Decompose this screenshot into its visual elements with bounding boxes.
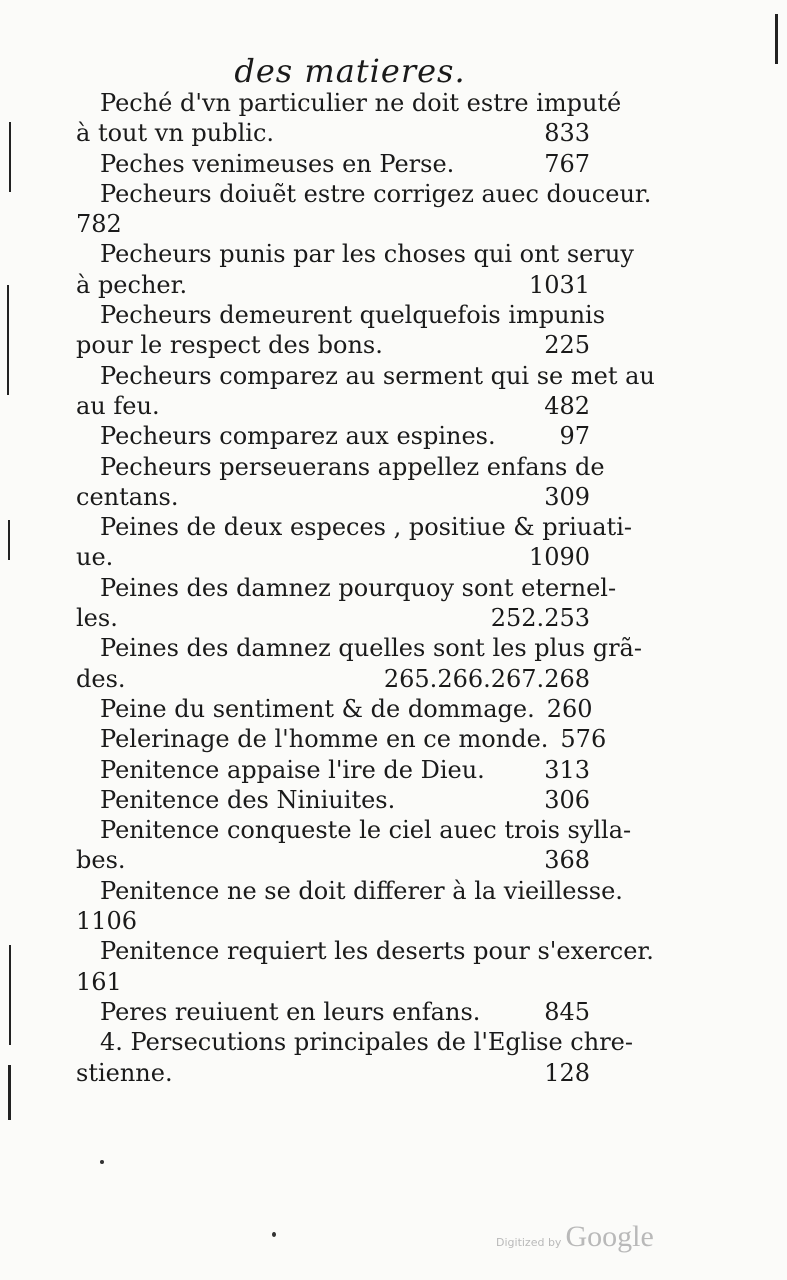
entry-text: Pecheurs punis par les choses qui ont seruy xyxy=(100,240,634,269)
entry-text: à tout vn public. xyxy=(76,119,275,148)
entry-line xyxy=(76,906,590,936)
entry-text: Penitence des Niniuites. xyxy=(100,785,396,814)
page-header: des matieres. xyxy=(234,52,466,90)
entry-text: Peché d'vn particulier ne doit estre imputé xyxy=(100,89,622,117)
ink-speck xyxy=(272,1232,276,1237)
page-number: 265.266.267.268 xyxy=(383,664,590,693)
entry-line xyxy=(76,603,590,633)
entry-text: Penitence appaise l'ire de Dieu. xyxy=(100,755,485,784)
entry-line xyxy=(76,421,590,451)
entry-text: Peine du sentiment & de dommage. xyxy=(100,694,535,723)
entry-text: Penitence requiert les deserts pour s'exercer. xyxy=(100,937,654,966)
index-entry xyxy=(76,815,632,876)
entry-text: Peches venimeuses en Perse. xyxy=(100,149,455,178)
entry-text: Peres reuiuent en leurs enfans. xyxy=(100,997,481,1026)
entry-text: Peines de deux especes , positiue & priuati- xyxy=(100,513,632,542)
entry-line xyxy=(76,452,605,482)
entry-line xyxy=(76,755,590,785)
entry-line xyxy=(76,512,632,542)
entry-text: Penitence conqueste le ciel auec trois sylla- xyxy=(100,816,632,845)
entry-line xyxy=(76,1058,590,1088)
entry-line xyxy=(76,239,634,269)
scan-edge-mark-left-2 xyxy=(7,285,9,395)
entry-text: Peines des damnez quelles sont les plus grã- xyxy=(100,634,642,663)
entry-line xyxy=(76,876,623,906)
entry-text: Pecheurs demeurent quelquefois impunis xyxy=(100,301,606,330)
index-entry xyxy=(76,573,617,634)
entry-line xyxy=(76,573,617,603)
entry-line xyxy=(76,694,593,724)
entry-line xyxy=(76,482,590,512)
entry-line xyxy=(76,542,590,572)
page-number: 260 xyxy=(546,694,593,723)
entry-line xyxy=(76,209,590,239)
page-number: 252.253 xyxy=(490,604,590,633)
index-entry xyxy=(76,300,606,361)
entry-line xyxy=(76,997,590,1027)
index-entry xyxy=(76,755,590,785)
entry-line xyxy=(76,118,590,148)
scan-edge-mark-left-5 xyxy=(8,1065,11,1120)
entry-text: Pecheurs comparez aux espines. xyxy=(100,422,496,451)
page-number: 1090 xyxy=(528,543,590,572)
page-number: 97 xyxy=(559,422,590,451)
entry-line xyxy=(76,300,606,330)
entry-line xyxy=(76,391,590,421)
page-number: 309 xyxy=(544,482,590,511)
entry-line xyxy=(76,270,590,300)
index-entry xyxy=(76,239,634,300)
entry-text: Pecheurs perseuerans appellez enfans de xyxy=(100,452,605,481)
entry-text: Pecheurs doiuẽt estre corrigez auec douceur. xyxy=(100,179,652,208)
entry-text: centans. xyxy=(76,482,179,511)
index-entry xyxy=(76,88,622,149)
entry-text: pour le respect des bons. xyxy=(76,331,383,360)
scan-edge-mark-top-right xyxy=(775,14,778,64)
index-entry xyxy=(76,936,654,997)
entry-text: ue. xyxy=(76,543,114,572)
index-entry xyxy=(76,633,642,694)
index-entry xyxy=(76,421,590,451)
watermark-prefix: Digitized by xyxy=(496,1236,562,1249)
entry-text: Pecheurs comparez au serment qui se met au xyxy=(100,361,655,390)
entry-line xyxy=(76,845,590,875)
entry-text: les. xyxy=(76,604,118,633)
index-entry xyxy=(76,452,605,513)
entry-line xyxy=(76,815,632,845)
index-entry xyxy=(76,694,593,724)
page-number: 576 xyxy=(560,725,607,754)
index-entry xyxy=(76,997,590,1027)
entry-line xyxy=(76,179,652,209)
page-number: 306 xyxy=(544,785,590,814)
page-number: 368 xyxy=(544,846,590,875)
entry-line xyxy=(76,361,655,391)
index-entry xyxy=(76,361,655,422)
page-number: 161 xyxy=(76,967,122,996)
page-number: 482 xyxy=(544,391,590,420)
entry-line xyxy=(76,149,590,179)
scan-edge-mark-left-4 xyxy=(9,945,11,1045)
entry-line xyxy=(76,633,642,663)
page-number: 313 xyxy=(544,755,590,784)
index-entry xyxy=(76,724,607,754)
entry-text: 4. Persecutions principales de l'Eglise chre- xyxy=(100,1028,633,1057)
entry-line xyxy=(76,967,590,997)
entry-line xyxy=(76,785,590,815)
index-entry xyxy=(76,512,632,573)
entry-text: au feu. xyxy=(76,391,160,420)
page-number: 128 xyxy=(544,1058,590,1087)
page-number: 782 xyxy=(76,210,122,239)
index-entries xyxy=(76,88,655,1088)
entry-line xyxy=(76,724,607,754)
scan-edge-mark-left-1 xyxy=(9,122,11,192)
page-number: 1031 xyxy=(528,270,590,299)
entry-line xyxy=(76,664,590,694)
page-number: 767 xyxy=(544,149,590,178)
entry-text: des. xyxy=(76,664,126,693)
entry-line xyxy=(76,88,622,118)
entry-text: stienne. xyxy=(76,1058,173,1087)
index-entry xyxy=(76,876,623,937)
page-number: 225 xyxy=(544,331,590,360)
entry-line xyxy=(76,936,654,966)
entry-text: Penitence ne se doit differer à la vieillesse. xyxy=(100,876,623,905)
entry-line xyxy=(76,330,590,360)
entry-text: Peines des damnez pourquoy sont eternel- xyxy=(100,573,617,602)
entry-line xyxy=(76,1027,633,1057)
index-entry xyxy=(76,1027,633,1088)
google-logo: Google xyxy=(565,1220,654,1253)
entry-text: bes. xyxy=(76,846,126,875)
page-number: 833 xyxy=(544,119,590,148)
index-entry xyxy=(76,179,652,240)
ink-speck xyxy=(100,1160,104,1164)
index-entry xyxy=(76,785,590,815)
digitized-by-google-watermark xyxy=(496,1220,654,1254)
entry-text: à pecher. xyxy=(76,270,188,299)
scan-edge-mark-left-3 xyxy=(8,520,10,560)
page-number: 1106 xyxy=(76,907,138,936)
entry-text: Pelerinage de l'homme en ce monde. xyxy=(100,725,549,754)
page-number: 845 xyxy=(544,997,590,1026)
index-entry xyxy=(76,149,590,179)
